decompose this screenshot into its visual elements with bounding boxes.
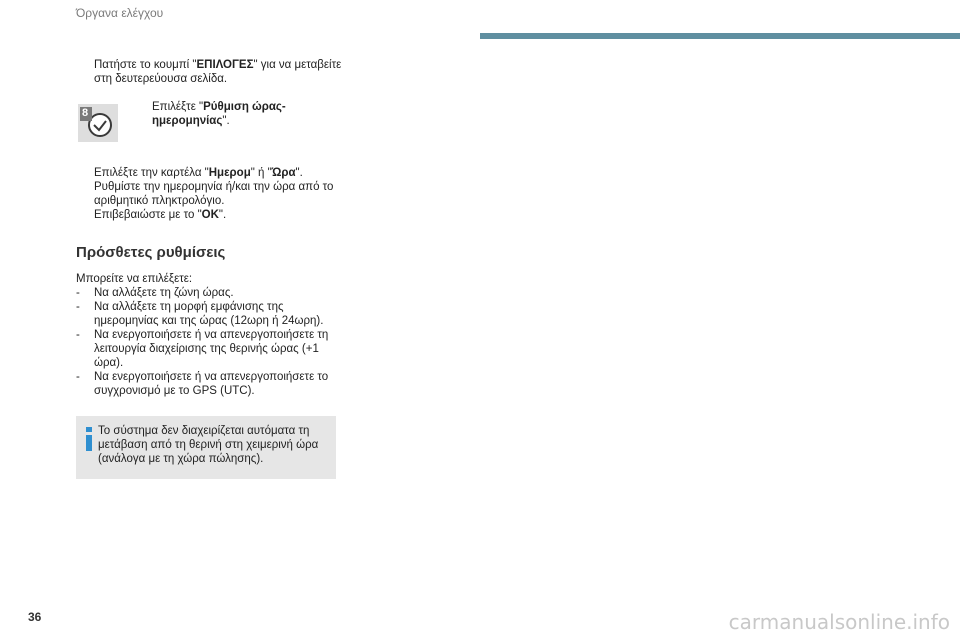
step-item — [76, 58, 346, 86]
list-item: - Να αλλάξετε τη ζώνη ώρας. — [76, 287, 234, 299]
bullet-marker — [76, 180, 94, 208]
step-item — [76, 208, 346, 222]
step-text: Επιλέξτε "Ρύθμιση ώρας- ημερομηνίας". — [152, 101, 286, 127]
step-text: Ρυθμίστε την ημερομηνία ή/και την ώρα από το αριθμητικό πληκτρολόγιο. — [94, 181, 334, 207]
bullet-marker — [134, 100, 152, 128]
steps-top — [76, 58, 346, 86]
list-item: - Να ενεργοποιήσετε ή να απενεργοποιήσετε το συγχρονισμό με το GPS (UTC). — [76, 371, 329, 397]
bullet-marker — [76, 58, 94, 86]
steps-bottom — [76, 166, 346, 222]
bullet-marker — [76, 208, 94, 222]
list-item: - Να αλλάξετε τη μορφή εμφάνισης της ημερομηνίας και της ώρας (12ωρη ή 24ωρη). — [76, 301, 324, 327]
clock-settings-icon — [78, 104, 118, 142]
header-title: Όργανα ελέγχου — [76, 6, 164, 20]
icon-step — [134, 100, 314, 128]
step-item — [76, 166, 346, 180]
info-icon — [84, 426, 94, 452]
icon-badge-number: 8 — [82, 107, 89, 119]
bullet-marker — [76, 166, 94, 180]
step-text: Πατήστε το κουμπί "ΕΠΙΛΟΓΕΣ" για να μεταβείτε στη δευτερεύουσα σελίδα. — [94, 59, 342, 85]
step-text: Επιβεβαιώστε με το "OK". — [94, 209, 227, 221]
section-body — [76, 272, 351, 398]
section-intro: Μπορείτε να επιλέξετε: — [76, 273, 193, 285]
header-bar — [480, 33, 960, 39]
page-number: 36 — [28, 610, 42, 624]
section-title: Πρόσθετες ρυθμίσεις — [76, 244, 226, 261]
step-item — [76, 180, 346, 208]
info-text: Το σύστημα δεν διαχειρίζεται αυτόματα τη μετάβαση από τη θερινή στη χειμερινή ώρα (ανάλογα με τη χώρα πώλησης). — [98, 425, 319, 465]
info-box — [76, 416, 336, 479]
step-text: Επιλέξτε την καρτέλα "Ημερομ" ή "Ώρα". — [94, 167, 303, 179]
list-item: - Να ενεργοποιήσετε ή να απενεργοποιήσετε τη λειτουργία διαχείρισης της θερινής ώρας (+1 ώρα). — [76, 329, 329, 369]
watermark: carmanualsonline.info — [728, 610, 950, 634]
